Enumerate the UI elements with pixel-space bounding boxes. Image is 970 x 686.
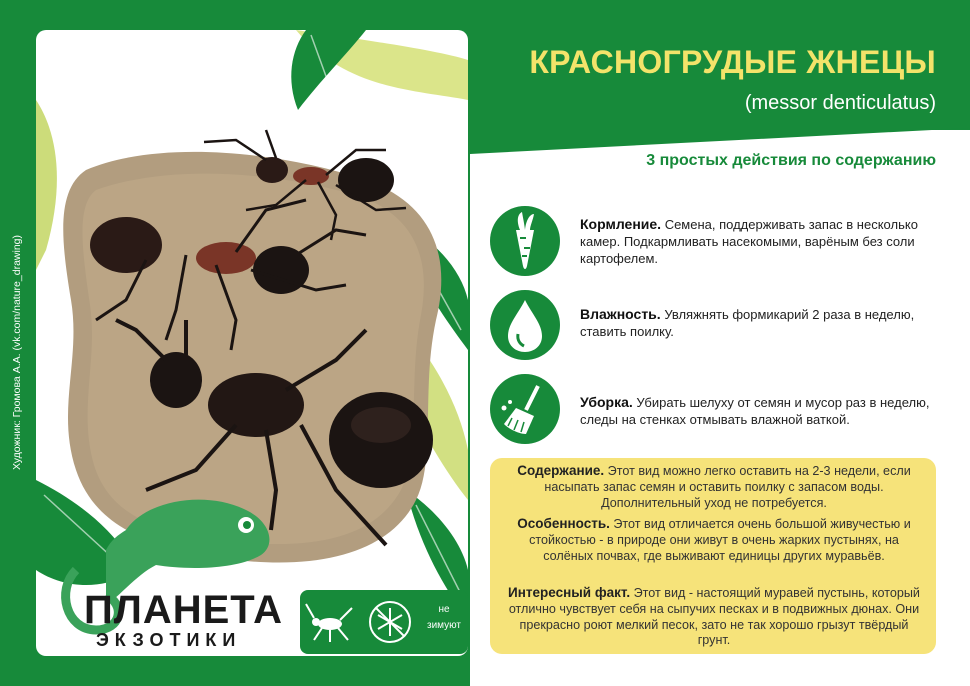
info-text: Этот вид можно легко оставить на 2-3 недели, если насыпать запас семян и оставить поилку с запасом воды. Дополнительный уход не потребуется. (544, 464, 911, 510)
logo-line2: ЭКЗОТИКИ (96, 630, 242, 650)
info-text: Этот вид отличается очень большой живучестью и стойкостью - в природе они живут в очень жарких пустынях, на солёных почвах, где выживают единицы других муравьёв. (529, 517, 911, 563)
info-label: Особенность. (517, 516, 610, 531)
logo (44, 588, 304, 658)
illustration-art (36, 30, 468, 656)
logo-line1: ПЛАНЕТА (84, 588, 284, 632)
action-feeding (490, 206, 940, 278)
info-paragraph-care (504, 463, 924, 511)
action-label: Влажность. (580, 306, 661, 322)
care-badges (300, 590, 468, 654)
artist-credit: Художник: Громова А.А. (vk.com/nature_drawing) (11, 235, 23, 470)
water-drop-icon (490, 290, 560, 360)
action-cleaning (490, 374, 940, 446)
action-description: Семена, поддерживать запас в несколько камер. Подкармливать насекомыми, варёным без соли картофелем. (580, 217, 918, 266)
carrot-icon (490, 206, 560, 276)
species-title: КРАСНОГРУДЫЕ ЖНЕЦЫ (529, 44, 936, 80)
action-label: Уборка. (580, 394, 633, 410)
action-humidity (490, 290, 940, 362)
care-subtitle: 3 простых действия по содержанию (646, 152, 936, 169)
broom-icon (490, 374, 560, 444)
action-description: Увляжнять формикарий 2 раза в неделю, ставить поилку. (580, 307, 915, 339)
info-box (490, 458, 936, 654)
action-icon-circle (490, 206, 560, 276)
action-icon-circle (490, 374, 560, 444)
info-label: Интересный факт. (508, 585, 631, 600)
action-text (580, 394, 930, 428)
info-paragraph-fact (504, 585, 924, 649)
cricket-icon (306, 604, 352, 642)
action-icon-circle (490, 290, 560, 360)
action-text (580, 216, 930, 267)
action-text (580, 306, 930, 340)
latin-name: (messor denticulatus) (744, 92, 936, 114)
info-text: Этот вид - настоящий муравей пустынь, который отлично чувствует себя на сыпучих песках и в подвижных дюнах. Они прекрасно роют мелкий песок, зато не так хорошо грызут твёрдый грунт. (508, 586, 920, 648)
info-label: Содержание. (517, 463, 605, 478)
action-description: Убирать шелуху от семян и мусор раз в неделю, следы на стенках отмывать влажной ваткой. (580, 395, 930, 427)
badge-icons (300, 590, 420, 654)
ant-illustration (36, 30, 468, 656)
no-hibernation-label: не зимуют (426, 604, 462, 631)
no-snowflake-icon (370, 602, 410, 642)
info-paragraph-feature (504, 516, 924, 564)
action-label: Кормление. (580, 216, 662, 232)
